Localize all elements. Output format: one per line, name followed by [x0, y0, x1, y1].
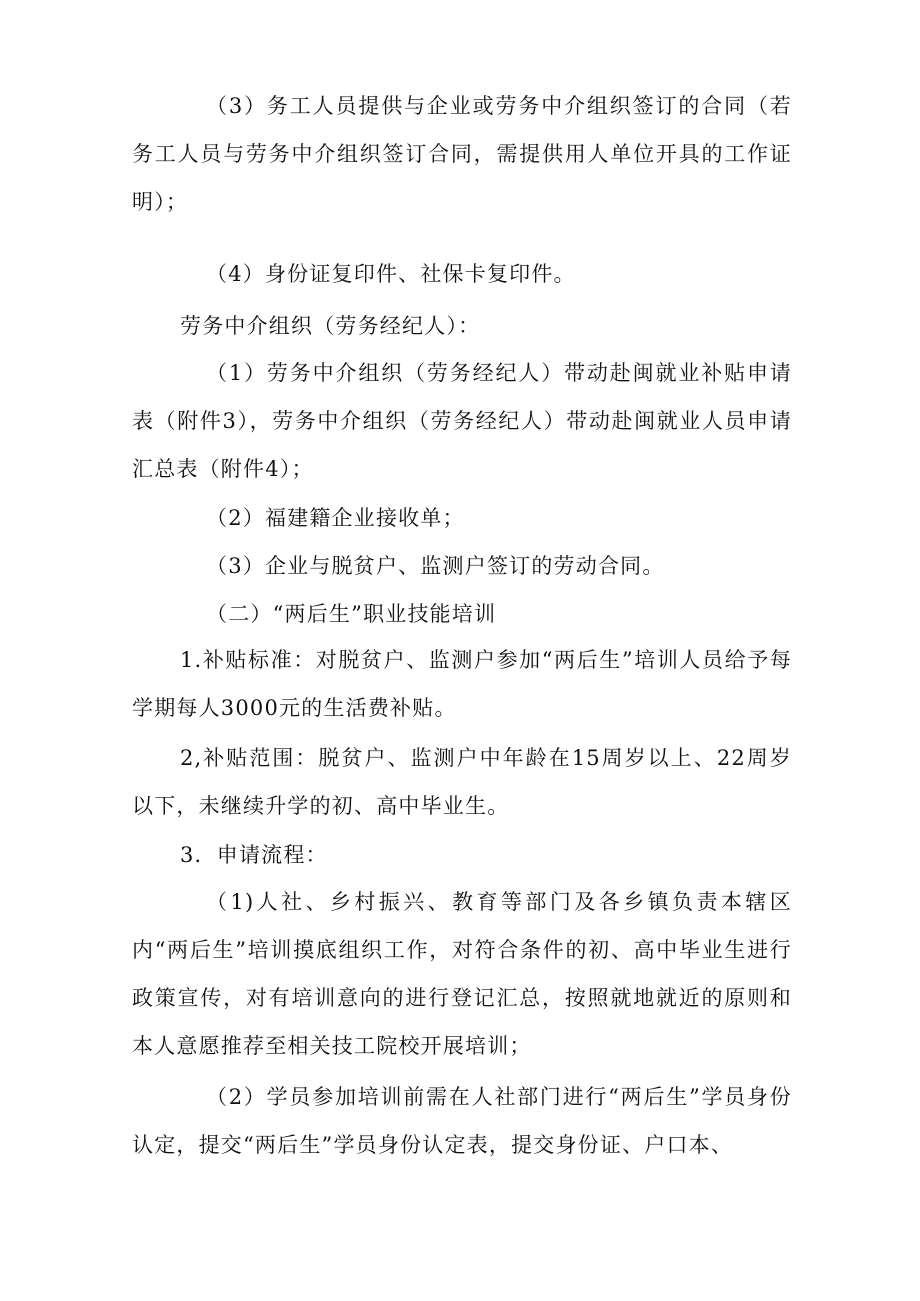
- paragraph-2: （4）身份证复印件、社保卡复印件。: [206, 262, 576, 286]
- section-heading: （二）“两后生”职业技能培训: [206, 602, 497, 626]
- paragraph-5: （2）福建籍企业接收单；: [206, 506, 465, 530]
- paragraph-4: （1）劳务中介组织（劳务经纪人）带动赴闽就业补贴申请表（附件3），劳务中介组织（劳务经纪人）带动赴闽就业人员申请汇总表（附件4）；: [132, 361, 792, 481]
- paragraph-11: （2）学员参加培训前需在人社部门进行“两后生”学员身份认定，提交“两后生”学员身份认定表，提交身份证、户口本、: [132, 1085, 792, 1157]
- paragraph-8: 2,补贴范围：脱贫户、监测户中年龄在15周岁以上、22周岁以下，未继续升学的初、高中毕业生。: [132, 746, 792, 818]
- paragraph-9: 3．申请流程：: [180, 843, 328, 867]
- paragraph-1: （3）务工人员提供与企业或劳务中介组织签订的合同（若务工人员与劳务中介组织签订合同，需提供用人单位开具的工作证明）；: [132, 94, 792, 214]
- paragraph-7: 1.补贴标准：对脱贫户、监测户参加“两后生”培训人员给予每学期每人3000元的生活费补贴。: [132, 648, 792, 720]
- paragraph-6: （3）企业与脱贫户、监测户签订的劳动合同。: [206, 554, 665, 578]
- paragraph-3: 劳务中介组织（劳务经纪人）：: [180, 314, 481, 338]
- paragraph-10: （1)人社、乡村振兴、教育等部门及各乡镇负责本辖区内“两后生”培训摸底组织工作，对符合条件的初、高中毕业生进行政策宣传，对有培训意向的进行登记汇总，按照就地就近的原则和本人意愿推荐至相关技工院校开展培训；: [132, 890, 792, 1058]
